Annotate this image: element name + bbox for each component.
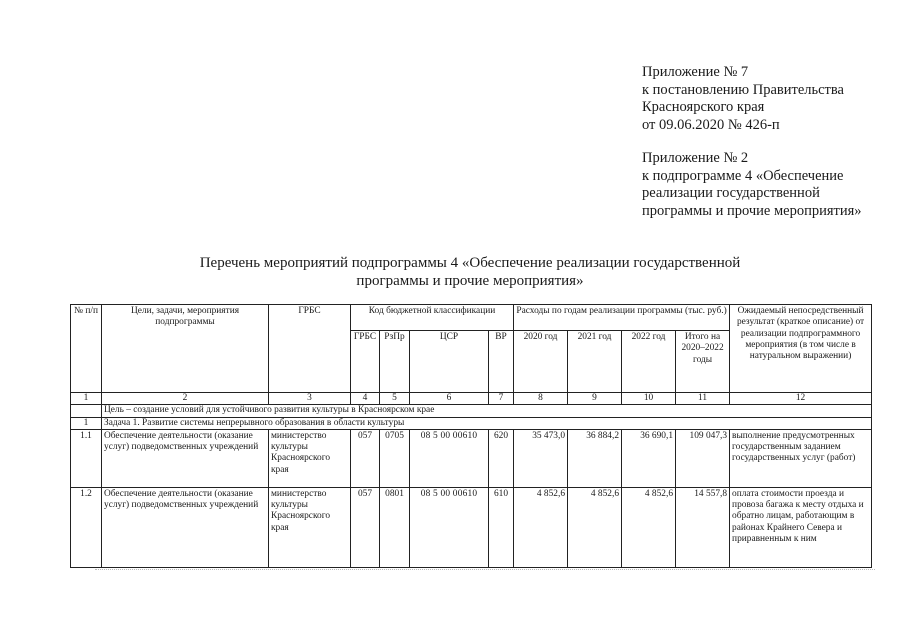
document-title — [140, 254, 800, 290]
appendix-7-line: к постановлению Правительства — [642, 81, 844, 98]
row-vr: 610 — [489, 487, 514, 567]
appendix-7-block — [642, 64, 844, 134]
goal-row — [71, 405, 872, 417]
row-csr: 08 5 00 00610 — [410, 429, 489, 487]
header-sub-rzpr: РзПр — [380, 331, 410, 393]
appendix-2-line: к подпрограмме 4 «Обеспечение — [642, 167, 844, 184]
header-goals: Цели, задачи, мероприятия подпрограммы — [102, 305, 269, 393]
header-sub-total: Итого на 2020–2022 годы — [676, 331, 730, 393]
header-sub-2022: 2022 год — [622, 331, 676, 393]
task-num: 1 — [71, 417, 102, 429]
document-title-line: Перечень мероприятий подпрограммы 4 «Обеспечение реализации государственной — [199, 255, 741, 271]
column-number: 9 — [568, 393, 622, 405]
row-2021: 36 884,2 — [568, 429, 622, 487]
table-row — [71, 429, 872, 487]
header-sub-grbs: ГРБС — [351, 331, 380, 393]
column-number: 11 — [676, 393, 730, 405]
header-num: № п/п — [71, 305, 102, 393]
column-number: 7 — [489, 393, 514, 405]
task-row — [71, 417, 872, 429]
row-vr: 620 — [489, 429, 514, 487]
row-total: 14 557,8 — [676, 487, 730, 567]
row-grbs: 057 — [351, 429, 380, 487]
row-rzpr: 0801 — [380, 487, 410, 567]
appendix-2-line: программы и прочие мероприятия» — [642, 202, 862, 219]
row-grbs-name: министерство культуры Красноярского края — [269, 487, 351, 567]
row-result: выполнение предусмотренных государственным заданием государственных услуг (работ) — [730, 429, 872, 487]
header-sub-vr: ВР — [489, 331, 514, 393]
column-number: 2 — [102, 393, 269, 405]
header-sub-2020: 2020 год — [514, 331, 568, 393]
column-number: 1 — [71, 393, 102, 405]
row-num: 1.1 — [71, 429, 102, 487]
appendix-2-block — [642, 150, 862, 220]
appendix-7-line: от 09.06.2020 № 426-п — [642, 116, 780, 133]
row-num: 1.2 — [71, 487, 102, 567]
column-number: 4 — [351, 393, 380, 405]
column-number: 12 — [730, 393, 872, 405]
row-result: оплата стоимости проезда и провоза багажа к месту отдыха и обратно лицам, работающим в районах Крайнего Севера и приравненным к ним — [730, 487, 872, 567]
row-2020: 4 852,6 — [514, 487, 568, 567]
header-expenses: Расходы по годам реализации программы (тыс. руб.) — [514, 305, 730, 331]
appendix-7-line: Красноярского края — [642, 99, 765, 115]
document-title-line: программы и прочие мероприятия» — [356, 273, 584, 289]
column-number: 6 — [410, 393, 489, 405]
appendix-7-line: Приложение № 7 — [642, 64, 749, 80]
header-budget-code: Код бюджетной классификации — [351, 305, 514, 331]
column-number: 10 — [622, 393, 676, 405]
table-row — [71, 487, 872, 567]
appendix-2-line: Приложение № 2 — [642, 150, 749, 166]
task-text: Задача 1. Развитие системы непрерывного образования в области культуры — [102, 417, 872, 429]
row-2022: 4 852,6 — [622, 487, 676, 567]
row-2022: 36 690,1 — [622, 429, 676, 487]
row-grbs-name: министерство культуры Красноярского края — [269, 429, 351, 487]
appendix-2-line: реализации государственной — [642, 185, 820, 201]
page-continuation-divider — [95, 569, 875, 572]
column-number: 3 — [269, 393, 351, 405]
row-csr: 08 5 00 00610 — [410, 487, 489, 567]
header-sub-csr: ЦСР — [410, 331, 489, 393]
row-rzpr: 0705 — [380, 429, 410, 487]
column-number: 5 — [380, 393, 410, 405]
row-name: Обеспечение деятельности (оказание услуг) подведомственных учреждений — [102, 487, 269, 567]
row-grbs: 057 — [351, 487, 380, 567]
column-number: 8 — [514, 393, 568, 405]
row-2020: 35 473,0 — [514, 429, 568, 487]
row-total: 109 047,3 — [676, 429, 730, 487]
row-name: Обеспечение деятельности (оказание услуг) подведомственных учреждений — [102, 429, 269, 487]
header-grbs: ГРБС — [269, 305, 351, 393]
measures-table — [70, 304, 872, 568]
row-2021: 4 852,6 — [568, 487, 622, 567]
header-result: Ожидаемый непосредственный результат (краткое описание) от реализации подпрограммного мероприятия (в том числе в натуральном выражении) — [730, 305, 872, 393]
goal-text: Цель – создание условий для устойчивого развития культуры в Красноярском крае — [102, 405, 872, 417]
column-number-row — [71, 393, 872, 405]
header-sub-2021: 2021 год — [568, 331, 622, 393]
